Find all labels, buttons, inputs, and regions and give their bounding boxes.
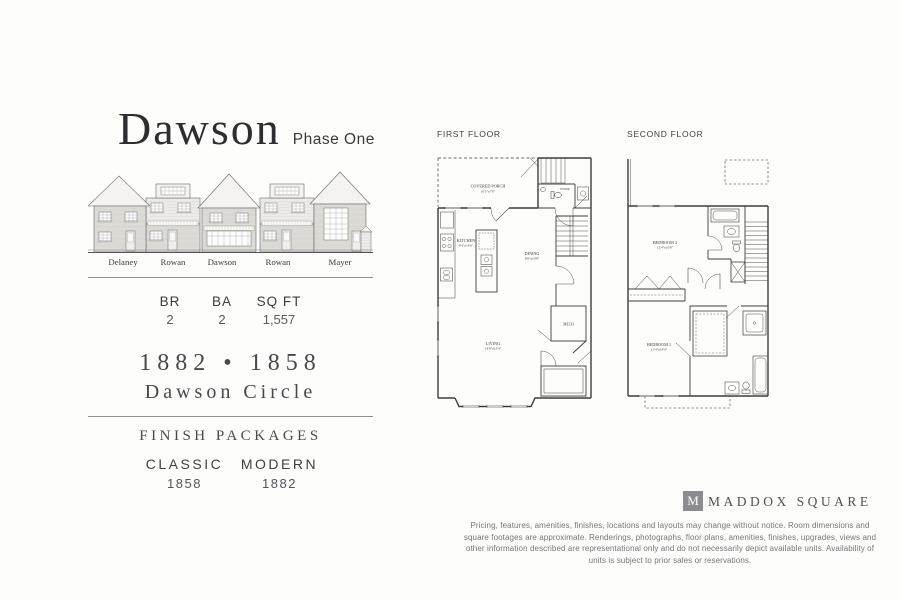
room-dim-bedroom1: 12'4"x14'4" — [650, 347, 668, 352]
plan-name: Dawson — [118, 103, 281, 154]
maddox-square-logo — [683, 491, 703, 511]
room-label-dining: DINING — [524, 251, 540, 256]
first-floor-label: FIRST FLOOR — [437, 129, 501, 139]
room-label-pwdr: PWDR — [560, 187, 570, 191]
unit-name-dawson: Dawson — [207, 257, 237, 267]
second-floor-label: SECOND FLOOR — [627, 129, 704, 139]
unit-name-rowan-1: Rowan — [160, 257, 186, 267]
unit-name-delaney: Delaney — [108, 257, 138, 267]
package-modern: MODERN 1882 — [240, 456, 319, 491]
room-label-kitchen: KITCHEN — [456, 238, 476, 243]
address-numbers: 1882 • 1858 — [139, 350, 322, 376]
divider-bottom — [88, 416, 373, 417]
first-floor-plan — [435, 156, 597, 412]
spec-br: BR 2 — [159, 294, 181, 327]
divider-top — [88, 277, 373, 278]
room-label-covered-porch: COVERED PORCH — [470, 183, 506, 189]
room-dim-covered-porch: 16'5"x7'0" — [480, 189, 496, 194]
plan-phase: Phase One — [292, 131, 375, 148]
room-label-bedroom2: BEDROOM 2 — [652, 240, 678, 245]
disclaimer-text: Pricing, features, amenities, finishes, locations and layouts may change without notice. Room dimensions and square footages are approximate. Renderings, photographs, floor plans, amenities, finishes, upgrades, views and other information described are representational only and do not necessarily depict available units. Availability of units is subject to prior sales or reservations. — [463, 521, 877, 565]
room-label-mech: MECH — [563, 322, 574, 327]
unit-name-rowan-2: Rowan — [265, 257, 291, 267]
address-street: Dawson Circle — [144, 381, 317, 403]
room-dim-dining: 8'8"x10'8" — [524, 256, 540, 261]
specs-row — [140, 294, 314, 327]
page-title — [118, 102, 375, 155]
room-label-bedroom1: BEDROOM 1 — [646, 342, 672, 347]
room-dim-bedroom2: 12'4"x10'8" — [656, 245, 674, 250]
second-floor-plan — [625, 156, 773, 418]
unit-name-mayer: Mayer — [328, 257, 352, 267]
logo-letter: M — [687, 493, 699, 508]
finish-packages-title: FINISH PACKAGES — [139, 428, 322, 444]
spec-sqft: SQ FT 1,557 — [256, 294, 302, 327]
building-elevation-drawing — [88, 166, 373, 272]
room-dim-kitchen: 8'4"x14'6" — [458, 243, 474, 248]
address — [88, 350, 373, 404]
brand-name: MADDOX SQUARE — [708, 494, 872, 509]
room-label-living: LIVING — [485, 341, 501, 346]
spec-ba: BA 2 — [211, 294, 232, 327]
room-dim-living: 14'8"x13'4" — [484, 346, 502, 351]
finish-packages — [137, 456, 327, 491]
package-classic: CLASSIC 1858 — [145, 456, 224, 491]
